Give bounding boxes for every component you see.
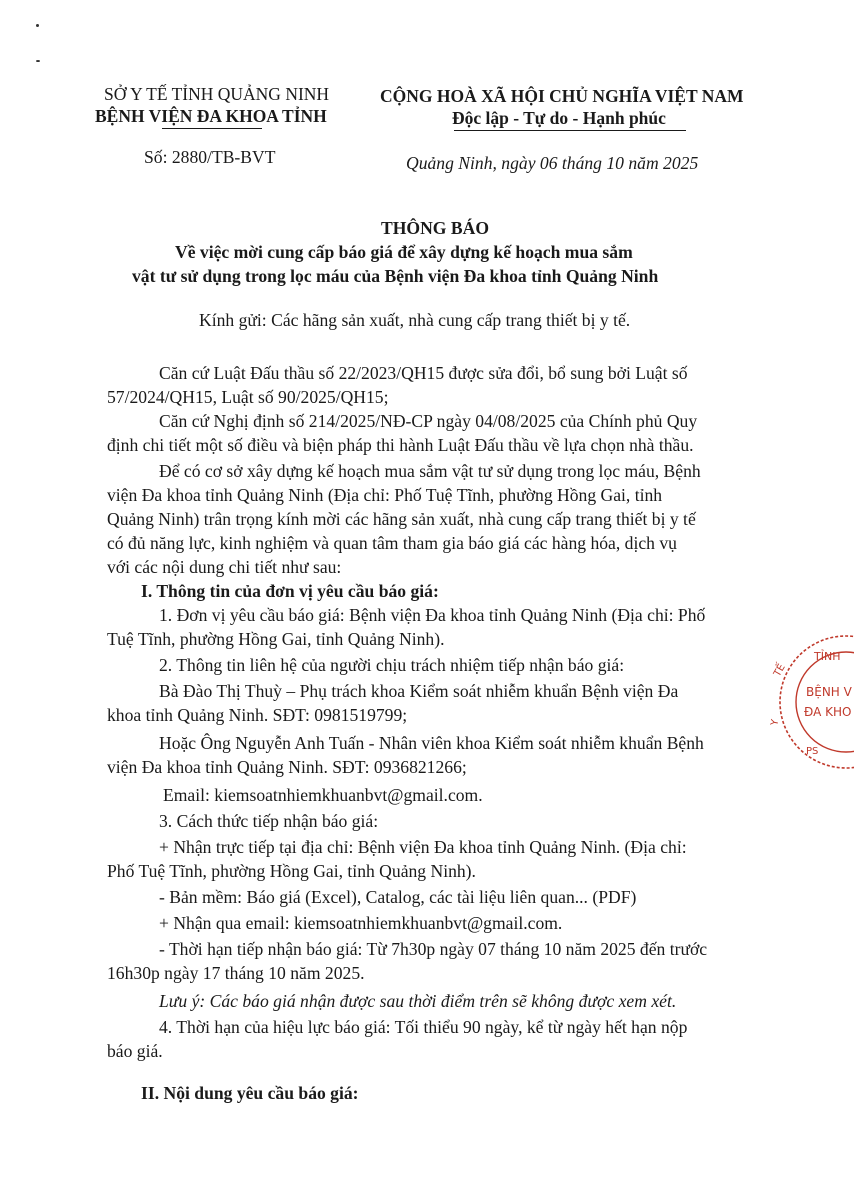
body-line: + Nhận trực tiếp tại địa chỉ: Bệnh viện Đa khoa tỉnh Quảng Ninh. (Địa chỉ: [159,837,687,857]
document-date: Quảng Ninh, ngày 06 tháng 10 năm 2025 [406,153,699,173]
seal-bottom-text: PS [806,746,819,757]
seal-line1: BỆNH V [806,685,852,699]
recipient-line: Kính gửi: Các hãng sản xuất, nhà cung cấp trang thiết bị y tế. [199,310,631,330]
email-line: Email: kiemsoatnhiemkhuanbvt@gmail.com. [163,785,483,805]
body-line: - Bản mềm: Báo giá (Excel), Catalog, các tài liệu liên quan... (PDF) [159,887,637,907]
document-subtitle-line1: Về việc mời cung cấp báo giá để xây dựng kế hoạch mua sắm [175,242,633,262]
document-number: Số: 2880/TB-BVT [144,147,276,167]
body-line: với các nội dung chi tiết như sau: [107,557,342,577]
body-line: - Thời hạn tiếp nhận báo giá: Từ 7h30p ngày 07 tháng 10 năm 2025 đến trước [159,939,708,959]
body-line: 4. Thời hạn của hiệu lực báo giá: Tối thiểu 90 ngày, kể từ ngày hết hạn nộp [159,1017,688,1037]
agency-name: SỞ Y TẾ TỈNH QUẢNG NINH [104,84,330,104]
scan-speck [36,24,39,27]
body-line: Bà Đào Thị Thuỳ – Phụ trách khoa Kiểm soát nhiễm khuẩn Bệnh viện Đa [159,681,679,701]
body-line: Căn cứ Luật Đấu thầu số 22/2023/QH15 được sửa đổi, bổ sung bởi Luật số [159,363,688,383]
header-right-rule [454,130,686,131]
body-line: báo giá. [107,1041,163,1061]
body-line: + Nhận qua email: kiemsoatnhiemkhuanbvt@gmail.com. [159,913,563,933]
seal-side-text: TẾ [772,662,788,679]
body-line: Hoặc Ông Nguyễn Anh Tuấn - Nhân viên khoa Kiểm soát nhiễm khuẩn Bệnh [159,733,704,753]
section-heading: I. Thông tin của đơn vị yêu cầu báo giá: [141,581,439,601]
header-left-rule [162,128,262,129]
body-line: Tuệ Tĩnh, phường Hồng Gai, tỉnh Quảng Ninh). [107,629,445,649]
body-line: 16h30p ngày 17 tháng 10 năm 2025. [107,963,365,983]
scan-speck [36,60,40,62]
body-line: viện Đa khoa tỉnh Quảng Ninh (Địa chỉ: Phố Tuệ Tĩnh, phường Hồng Gai, tỉnh [107,485,663,505]
body-line: viện Đa khoa tỉnh Quảng Ninh. SĐT: 0936821266; [107,757,467,777]
section-heading: II. Nội dung yêu cầu báo giá: [141,1083,359,1103]
body-line: Quảng Ninh) trân trọng kính mời các hãng sản xuất, nhà cung cấp trang thiết bị y tế [107,509,696,529]
note-line: Lưu ý: Các báo giá nhận được sau thời điểm trên sẽ không được xem xét. [159,991,677,1011]
motto: Độc lập - Tự do - Hạnh phúc [452,108,666,128]
body-line: định chi tiết một số điều và biện pháp thi hành Luật Đấu thầu về lựa chọn nhà thầu. [107,435,694,455]
body-line: 2. Thông tin liên hệ của người chịu trách nhiệm tiếp nhận báo giá: [159,655,625,675]
hospital-name: BỆNH VIỆN ĐA KHOA TỈNH [95,106,327,126]
body-line: 3. Cách thức tiếp nhận báo giá: [159,811,379,831]
country-name: CỘNG HOÀ XÃ HỘI CHỦ NGHĨA VIỆT NAM [380,86,744,106]
body-line: khoa tỉnh Quảng Ninh. SĐT: 0981519799; [107,705,408,725]
seal-side-text: Y [769,718,782,727]
official-seal-stamp [769,632,854,772]
seal-inner-ring [796,652,854,752]
body-line: 1. Đơn vị yêu cầu báo giá: Bệnh viện Đa khoa tỉnh Quảng Ninh (Địa chỉ: Phố [159,605,706,625]
document-title: THÔNG BÁO [381,218,490,238]
document-subtitle-line2: vật tư sử dụng trong lọc máu của Bệnh viện Đa khoa tỉnh Quảng Ninh [132,266,659,286]
body-line: Để có cơ sở xây dựng kế hoạch mua sắm vật tư sử dụng trong lọc máu, Bệnh [159,461,701,481]
seal-top-text: TỈNH [814,650,841,663]
body-line: 57/2024/QH15, Luật số 90/2025/QH15; [107,387,389,407]
body-line: Căn cứ Nghị định số 214/2025/NĐ-CP ngày 04/08/2025 của Chính phủ Quy [159,411,698,431]
body-line: có đủ năng lực, kinh nghiệm và quan tâm tham gia báo giá các hàng hóa, dịch vụ [107,533,677,553]
body-line: Phố Tuệ Tĩnh, phường Hồng Gai, tỉnh Quảng Ninh). [107,861,476,881]
seal-line2: ĐA KHO [804,705,852,719]
